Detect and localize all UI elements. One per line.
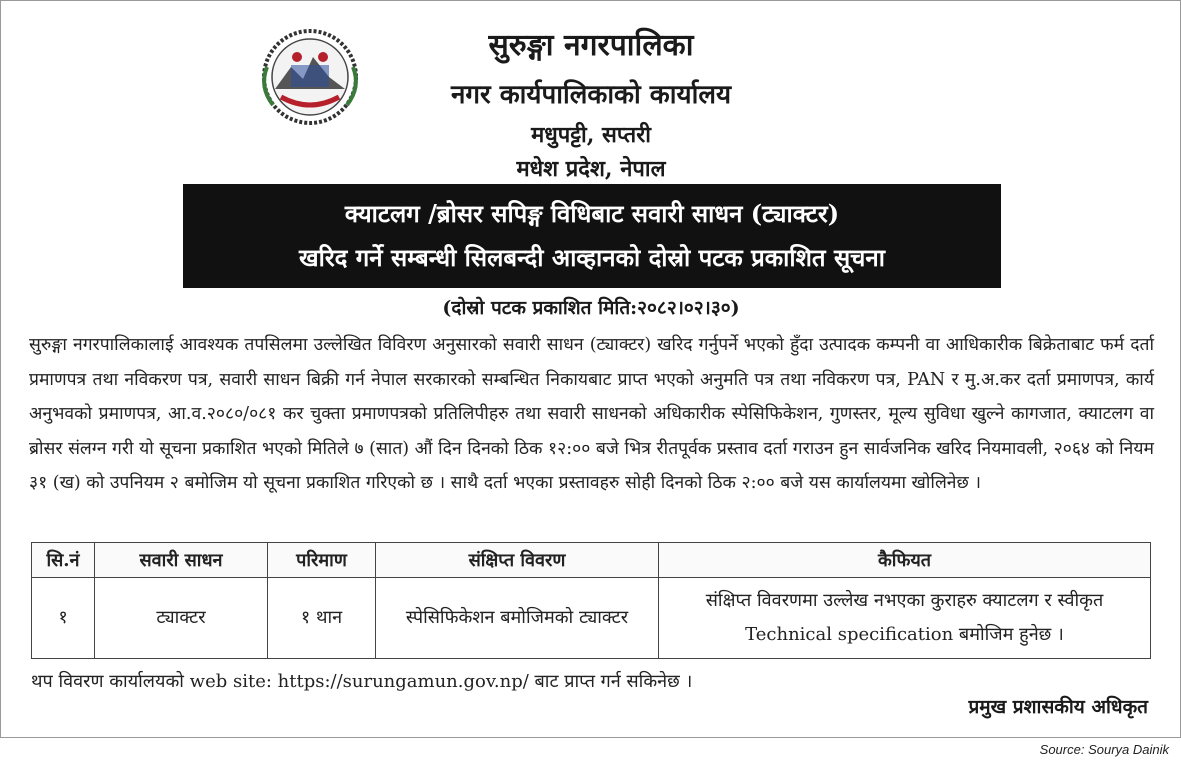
office-name: नगर कार्यपालिकाको कार्यालय (450, 80, 732, 110)
cell-quantity: १ थान (268, 578, 376, 659)
signatory-title: प्रमुख प्रशासकीय अधिकृत (968, 696, 1148, 718)
municipality-name: सुरुङ्गा नगरपालिका (488, 28, 694, 63)
table-row (32, 578, 1151, 659)
col-header-quantity: परिमाण (268, 543, 376, 578)
table-header-row (32, 543, 1151, 578)
notice-body: सुरुङ्गा नगरपालिकालाई आवश्यक तपसिलमा उल्लेखित विविरण अनुसारको सवारी साधन (ट्याक्टर) खरिद गर्नुपर्ने भएको हुँदा उत्पादक कम्पनी वा आधिकारीक बिक्रेताबाट फर्म दर्ता प्रमाणपत्र तथा नविकरण पत्र, सवारी साधन बिक्री गर्न नेपाल सरकारको सम्बन्धित निकायबाट प्राप्त भएको अनुमति पत्र तथा नविकरण पत्र, PAN र मु.अ.कर दर्ता प्रमाणपत्र, कार्य अनुभवको प्रमाणपत्र, आ.व.२०८०/०८१ कर चुक्ता प्रमाणपत्रको प्रतिलिपीहरु तथा सवारी साधनको अधिकारीक स्पेसिफिकेशन, गुणस्तर, मूल्य सुविधा खुल्ने कागजात, क्याटलग वा ब्रोसर संलग्न गरी यो सूचना प्रकाशित भएको मितिले ७ (सात) औं दिन दिनको ठिक १२:०० बजे भित्र रीतपूर्वक प्रस्ताव दर्ता गराउन हुन सार्वजनिक खरिद नियमावली, २०६४ को नियम ३१ (ख) को उपनियम २ बमोजिम यो सूचना प्रकाशित गरिएको छ । साथै दर्ता भएका प्रस्तावहरु सोही दिनको ठिक २:०० बजे यस कार्यालयमा खोलिनेछ । (29, 335, 1154, 493)
watermark: ​ (331, 301, 396, 336)
office-location: मधुपट्टी, सप्तरी (531, 122, 651, 148)
banner-line-2: खरिद गर्ने सम्बन्धी सिलबन्दी आव्हानको दोस्रो पटक प्रकाशित सूचना (299, 243, 885, 272)
col-header-remarks: कैफियत (659, 543, 1151, 578)
publish-date: (दोस्रो पटक प्रकाशित मिति:२०८२।०२।३०) (442, 297, 740, 319)
cell-sn: १ (32, 578, 95, 659)
cell-description: स्पेसिफिकेशन बमोजिमको ट्याक्टर (376, 578, 659, 659)
province-country: मधेश प्रदेश, नेपाल (516, 156, 666, 182)
col-header-sn: सि.नं (32, 543, 95, 578)
source-credit: Source: Sourya Dainik (1039, 742, 1169, 757)
banner-line-1: क्याटलग /ब्रोसर सपिङ्ग विधिबाट सवारी साधन (ट्याक्टर) (344, 199, 840, 228)
items-table (31, 542, 1151, 659)
col-header-vehicle: सवारी साधन (95, 543, 268, 578)
website-info: थप विवरण कार्यालयको web site: https://surungamun.gov.np/ बाट प्राप्त गर्न सकिनेछ । (31, 671, 693, 692)
notice-title-banner (183, 184, 1001, 288)
cell-vehicle: ट्याक्टर (95, 578, 268, 659)
col-header-description: संक्षिप्त विवरण (376, 543, 659, 578)
cell-remarks: संक्षिप्त विवरणमा उल्लेख नभएका कुराहरु क्याटलग र स्वीकृत Technical specification बमोजिम हुनेछ । (659, 578, 1151, 659)
